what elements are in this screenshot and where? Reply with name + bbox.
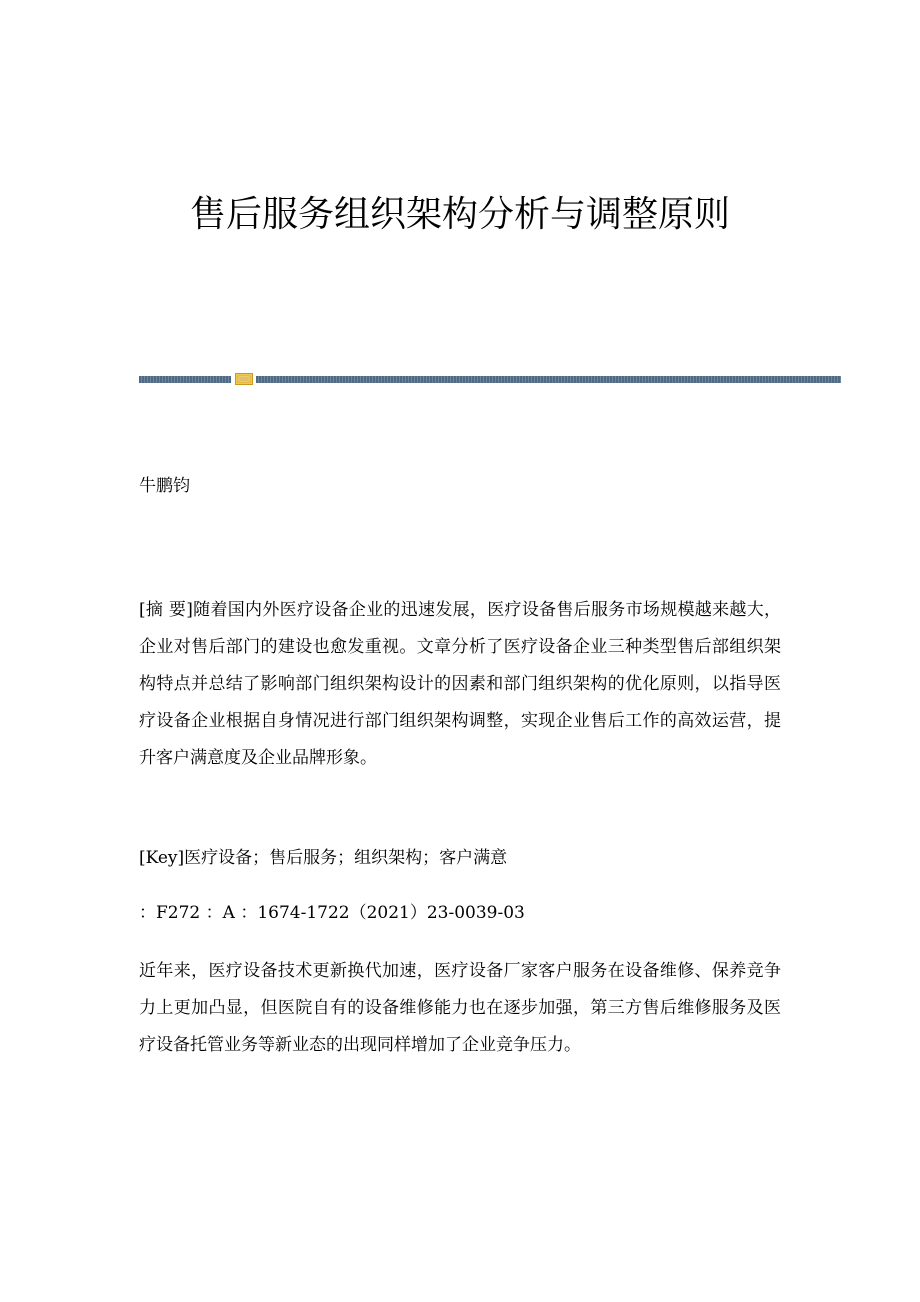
title-divider <box>139 372 841 386</box>
abstract-paragraph: [摘 要]随着国内外医疗设备企业的迅速发展，医疗设备售后服务市场规模越来越大，企业对售后部门的建设也愈发重视。文章分析了医疗设备企业三种类型售后部组织架构特点并总结了影响部门组织架构设计的因素和部门组织架构的优化原则，以指导医疗设备企业根据自身情况进行部门组织架构调整，实现企业售后工作的高效运营，提升客户满意度及企业品牌形象。 <box>139 600 781 768</box>
classification-line: ：F272 ：A ：1674-1722（2021）23-0039-03 <box>139 903 525 923</box>
page-title: 售后服务组织架构分析与调整原则 <box>189 194 730 235</box>
author-name: 牛鹏钧 <box>139 476 190 496</box>
envelope-ornament-icon <box>235 373 253 385</box>
body-paragraph: 近年来，医疗设备技术更新换代加速，医疗设备厂家客户服务在设备维修、保养竞争力上更加凸显，但医院自有的设备维修能力也在逐步加强，第三方售后维修服务及医疗设备托管业务等新业态的出现同样增加了企业竞争压力。 <box>139 961 781 1055</box>
divider-bar-left <box>139 376 231 383</box>
divider-bar-right <box>256 376 841 383</box>
keywords-line: [Key]医疗设备；售后服务；组织架构；客户满意 <box>139 848 508 868</box>
